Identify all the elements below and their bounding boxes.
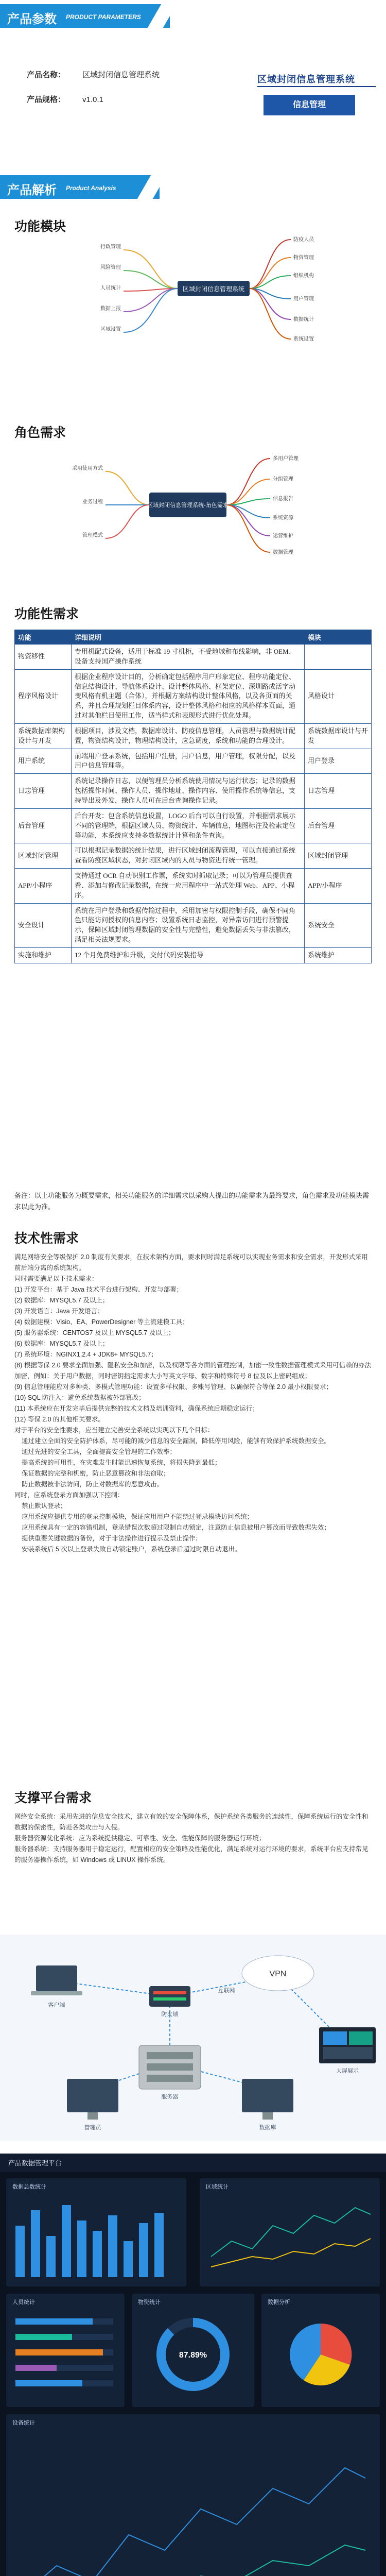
branch-line <box>106 505 149 538</box>
mindmap-node: 行政管理 <box>100 244 121 250</box>
cell-detail: 后台开发：包含系统信息设置，LOGO 后台可以自行设置，并根据需求展示不同的管理端，根据区域人员、物资统计、车辆信息，地图标注及检索定位等功能，本系统应支持多数据统计计算和条件查询。 <box>72 808 305 843</box>
tech-paragraph: (1) 开发平台：基于 Java 技术平台进行架构、开发与部署； <box>14 1286 183 1293</box>
mindmap-node: 系统设置 <box>293 336 314 342</box>
cell-module: APP/小程序 <box>305 869 372 904</box>
cloud-vpn <box>242 1956 314 1991</box>
mindmap-node: 分组管理 <box>273 477 293 482</box>
tech-paragraph: (7) 系统环境：NGINX1.2.4 + JDK8+ MYSQL5.7； <box>14 1351 157 1358</box>
branch-line <box>124 270 178 289</box>
diagram-label: 服务器 <box>161 2094 179 2100</box>
param-key: 产品规格： <box>27 95 66 104</box>
laptop-client <box>31 1965 82 1995</box>
cell-module: 系统数据库设计与开发 <box>305 723 372 749</box>
tech-paragraph: 应用系统应提供专用的登录控制模块，保证应用用户不能绕过登录模块访问系统； <box>22 1513 254 1520</box>
dashboard-big-value: 87.89% <box>179 2351 207 2360</box>
mindmap-node: 防疫人员 <box>293 237 314 243</box>
cell-func: 物资移性 <box>15 645 72 670</box>
branch-line <box>226 459 270 505</box>
svg-text:设备统计: 设备统计 <box>12 2420 35 2426</box>
param-key: 产品名称： <box>27 71 66 79</box>
dashboard-card-2 <box>200 2178 380 2286</box>
tech-paragraph: (11) 本系统应在开发完毕后提供完整的技术文档及培训资料，确保系统后期稳定运行； <box>14 1405 259 1412</box>
params-section-title: 产品参数 <box>7 12 57 26</box>
tech-paragraph: 提供重要关键数据的备份，对于非法操作进行提示及禁止操作； <box>22 1535 202 1542</box>
table-row <box>15 669 372 723</box>
analysis-section-bar <box>0 175 386 199</box>
table-row <box>15 723 372 749</box>
cell-detail: 根据企业程序设计目的，分析确定包括程序用户形象定位、程序功能定位、信息结构设计、导航体系设计、设计整体风格、框架定位、深圳路成活字动变风格有机主题（合体），并根据方案结构设计整体风格，以及各页面的关系，并且合理规划栏目体系内容，设计整体风格和相应的风格样本页面，通过对其他栏目使用工作，适当样式和表现形式进行优化处理。 <box>72 669 305 723</box>
tech-paragraph: 同时，应系统登录方面加强以下控制： <box>14 1492 124 1499</box>
platform-req-heading: 支撑平台需求 <box>14 1791 92 1805</box>
role-req-mindmap <box>0 443 386 562</box>
mindmap-node: 人员统计 <box>100 285 121 291</box>
info-management-button[interactable]: 信息管理 <box>264 95 355 115</box>
tech-paragraph: 应用系统具有一定的容错机制，登录错误次数超过限制自动锁定，注意防止信息被用户篡改而导致数据失效； <box>22 1524 331 1531</box>
table-header-row <box>15 630 372 645</box>
mindmap-node: 信息报告 <box>273 496 293 502</box>
tech-paragraph: 提高系统的可用性，在灾难发生时能迅速恢复系统，将损失降到最低； <box>22 1459 221 1466</box>
func-module-mindmap <box>0 227 386 350</box>
mindmap-node: 风险管理 <box>100 265 121 270</box>
diagram-label: 客户端 <box>48 2002 65 2008</box>
branch-line <box>250 289 291 339</box>
tech-paragraph: 禁止默认登录； <box>22 1502 67 1510</box>
analysis-section-title: 产品解析 <box>7 183 57 197</box>
tech-paragraph: (3) 开发语言：Java 开发语言； <box>14 1308 104 1315</box>
table-row <box>15 774 372 809</box>
svg-text:区域统计: 区域统计 <box>206 2184 229 2190</box>
dashboard-card-5 <box>261 2294 380 2407</box>
func-module-heading: 功能模块 <box>14 219 66 234</box>
cell-detail: 可以根据记录数据的统计结果，进行区域封闭流程管理，可以直接通过系统查看防疫区域状态，对封闭区域内的人员与物资进行统一管理。 <box>72 843 305 869</box>
param-product-spec <box>27 94 103 105</box>
cell-detail: 系统记录操作日志，以便管理员分析系统使用情况与运行状态；记录的数据包括操作时间、操作人员、操作地址、操作内容、使用操作系统等信息，支持导出及外发，操作人员可在后台查询操作记录。 <box>72 774 305 809</box>
tech-paragraph: 通过建立全面的安全防护体系，尽可能的减少信息的安全漏洞，降低停用风险，能够有效保护系统数据安全。 <box>22 1437 331 1445</box>
mindmap-node: 管理模式 <box>82 533 103 538</box>
cell-module: 系统维护 <box>305 947 372 963</box>
svg-text:数据总数统计: 数据总数统计 <box>12 2184 46 2190</box>
diagram-label: 大屏展示 <box>336 2068 359 2074</box>
mindmap-node: 数据统计 <box>293 317 314 323</box>
tech-paragraph: (12) 等保 2.0 的其他相关要求。 <box>14 1416 105 1423</box>
analysis-section-subtitle: Product Analysis <box>66 184 116 192</box>
mindmap-center-label: 区域封闭信息管理系统 <box>182 285 245 293</box>
cell-func: 系统数据库架构设计与开发 <box>15 723 72 749</box>
brand-logo-text: 区域封闭信息管理系统 <box>257 74 355 85</box>
cell-func: 安全设计 <box>15 903 72 947</box>
dashboard-card-3 <box>6 2294 125 2407</box>
platform-paragraph: 服务器系统：支持服务器用于稳定运行，配置相应的安全策略及性能优化，满足系统对运行环境的要求，系统平台应支持常见的服务器操作系统，如 Windows 或 LINUX 操作系统。 <box>14 1845 369 1863</box>
branch-line <box>250 258 291 289</box>
cell-module: 系统安全 <box>305 903 372 947</box>
tech-paragraph: (9) 信息管理能应对多种类、多模式管理功能：设置多样权限、多账号管理、以确保符合等保 2.0 最小权限要求； <box>14 1383 333 1391</box>
cell-detail: 系统在用户登录和数据传输过程中，采用加密与权限控制手段，确保不同角色只能访问授权的信息内容；设置系统日志监控，对异常访问进行预警提示，保障区域封闭管理数据的安全性与完整性，避免数据丢失与非法篡改，满足相关法规要求。 <box>72 903 305 947</box>
cell-detail: 12 个月免费维护和升级，交付代码安装指导 <box>72 947 305 963</box>
tech-paragraph: (6) 数据库：MYSQL5.7 及以上； <box>14 1340 109 1347</box>
role-req-heading: 角色需求 <box>14 426 66 440</box>
table-row <box>15 749 372 774</box>
branch-line <box>250 289 291 319</box>
platform-paragraph: 服务器资源优化系统：应为系统提供稳定、可靠性、安全、性能保障的服务器运行环境； <box>14 1835 266 1842</box>
dashboard-screenshot <box>0 2154 386 2576</box>
params-section-bar <box>0 4 386 28</box>
table-row <box>15 947 372 963</box>
cell-module <box>305 645 372 670</box>
table-header-cell: 功能 <box>15 630 72 645</box>
diagram-label: 防火墙 <box>161 2011 179 2018</box>
param-value: 区域封闭信息管理系统 <box>82 71 160 79</box>
dashboard-title: 产品数据管理平台 <box>8 2159 62 2167</box>
tech-paragraph: 安装系统后 5 次以上登录失败自动锁定账户，系统登录后超过时限自动退出。 <box>22 1546 241 1553</box>
mindmap-center-label: 区域封闭信息管理系统-角色需求 <box>147 502 229 509</box>
tech-paragraph: 保证数据的完整和机密，防止恶意篡改和非法窃取； <box>22 1470 170 1477</box>
svg-text:数据分析: 数据分析 <box>268 2299 290 2306</box>
summary-note: 备注：以上功能服务为概要需求，相关功能服务的详细需求以采购人提出的功能需求为最终要求，角色需求及功能模块需求以此为准。 <box>14 1192 370 1211</box>
network-topology-illustration <box>0 1935 386 2141</box>
brand-underline <box>257 86 376 87</box>
svg-text:人员统计: 人员统计 <box>12 2299 35 2306</box>
branch-line <box>124 250 178 289</box>
display-wall <box>319 2027 376 2063</box>
table-row <box>15 869 372 904</box>
cell-detail: 支持通过 OCR 自动识别工作票，系统实时抓取记录；可以为管理员提供查看、添加与修改记录数据，在统一应用程序中一站式处理 Web、APP、小程序。 <box>72 869 305 904</box>
cell-func: 实施和维护 <box>15 947 72 963</box>
dashboard-card-4 <box>132 2294 254 2407</box>
mindmap-node: 物资管理 <box>293 255 314 261</box>
tech-paragraph: 通过先进的安全工具，全面提高安全管理的工作效率； <box>22 1448 177 1455</box>
cell-func: 区域封闭管理 <box>15 843 72 869</box>
tech-paragraph: 防止数据被非法访问，防止对数据库的恶意攻击。 <box>22 1481 164 1488</box>
tech-paragraph: (10) SQL 防注入：避免系统数据被外部篡改； <box>14 1394 145 1401</box>
tech-paragraph: (5) 服务器系统：CENTOS7 及以上 MYSQL5.7 及以上； <box>14 1329 175 1336</box>
vpn-label: VPN <box>269 1970 287 1978</box>
tech-req-body <box>14 1252 372 1555</box>
cell-module: 后台管理 <box>305 808 372 843</box>
branch-line <box>124 289 178 312</box>
mindmap-node: 业务过程 <box>82 499 103 505</box>
table-row <box>15 808 372 843</box>
diagram-label: 互联网 <box>218 1988 235 1994</box>
mindmap-node: 数据管理 <box>273 550 293 555</box>
cell-module: 日志管理 <box>305 774 372 809</box>
cell-module: 风格设计 <box>305 669 372 723</box>
tech-paragraph: (8) 根据等保 2.0 要求全面加强、隐私安全和加密，以及权限等各方面的管理控制，加密一致性数据管理模式采用可信赖的办法加密，例如：关于用户数据，同时密钥指定需求大小写英文字母、数字和特殊符号 8 位及以上密码组成； <box>14 1362 372 1380</box>
mindmap-node: 采用使用方式 <box>72 466 103 471</box>
table-header-cell: 模块 <box>305 630 372 645</box>
mindmap-node: 系统资源 <box>273 515 293 521</box>
server-cluster <box>139 2045 201 2089</box>
svg-text:物资统计: 物资统计 <box>138 2299 161 2306</box>
params-section-subtitle: PRODUCT PARAMETERS <box>66 13 141 21</box>
tech-paragraph: (2) 数据库：MYSQL5.7 及以上； <box>14 1297 109 1304</box>
table-row <box>15 903 372 947</box>
param-value: v1.0.1 <box>82 95 103 104</box>
mindmap-node: 数据上报 <box>100 306 121 312</box>
mindmap-node: 组织机构 <box>293 273 314 279</box>
cell-func: 用户系统 <box>15 749 72 774</box>
diagram-label: 管理员 <box>84 2125 101 2131</box>
platform-req-body <box>14 1811 372 1866</box>
tech-req-heading: 技术性需求 <box>14 1231 79 1246</box>
cell-module: 用户登录 <box>305 749 372 774</box>
branch-line <box>124 289 178 332</box>
cell-detail: 专用机配式设备，适用于标准 19 寸机柜，不受地域和布线影响，非 OEM、设备支持国产操作系统 <box>72 645 305 670</box>
cell-func: APP/小程序 <box>15 869 72 904</box>
dashboard-card-6 <box>6 2414 380 2576</box>
cell-detail: 前端用户登录系统，包括用户注册，用户信息，用户管理，权限分配，以及用户信息管理等。 <box>72 749 305 774</box>
mindmap-node: 区域设置 <box>100 327 121 332</box>
mindmap-node: 用户管理 <box>293 296 314 302</box>
cell-func: 日志管理 <box>15 774 72 809</box>
tech-paragraph: 同时需要满足以下技术需求： <box>14 1275 98 1282</box>
bar-tail <box>160 175 386 199</box>
tech-paragraph: 满足网络安全等级保护 2.0 制度有关要求，在技术架构方面，要求同时满足系统可以实现业务需求和安全需求，开发形式采用前后端分离的系统架构。 <box>14 1253 368 1272</box>
tech-paragraph: 对于平台的安全性要求，应当建立完善安全系统以实现以下几个目标： <box>14 1427 214 1434</box>
cell-func: 程序风格设计 <box>15 669 72 723</box>
table-header-cell: 详细说明 <box>72 630 305 645</box>
table-row <box>15 645 372 670</box>
dashboard-card-1 <box>6 2178 186 2286</box>
bar-tail <box>170 4 386 28</box>
firewall-box <box>149 1986 190 2007</box>
mindmap-node: 运营维护 <box>273 533 293 539</box>
cell-module: 区域封闭管理 <box>305 843 372 869</box>
func-req-table <box>14 630 372 963</box>
cell-func: 后台管理 <box>15 808 72 843</box>
platform-paragraph: 网络安全系统：采用先进的信息安全技术，建立有效的安全保障体系，保护系统各类服务的连续性，保障系统运行的安全性和数据的保密性，防范各类攻击与入侵。 <box>14 1813 369 1831</box>
tech-paragraph: (4) 数据建模：Visio、EA、PowerDesigner 等主流建模工具； <box>14 1318 189 1326</box>
func-req-heading: 功能性需求 <box>14 607 79 621</box>
cell-detail: 根据项目，涉及文档，数据库设计、防疫信息管理，人员管理与数据统计配置，物资结构设计，物理结构设计，应急调度，系统和功能的合理设计。 <box>72 723 305 749</box>
param-product-name <box>27 69 160 80</box>
branch-line <box>106 471 149 505</box>
diagram-label: 数据库 <box>259 2125 276 2131</box>
mindmap-node: 多用户管理 <box>273 456 299 462</box>
table-row <box>15 843 372 869</box>
